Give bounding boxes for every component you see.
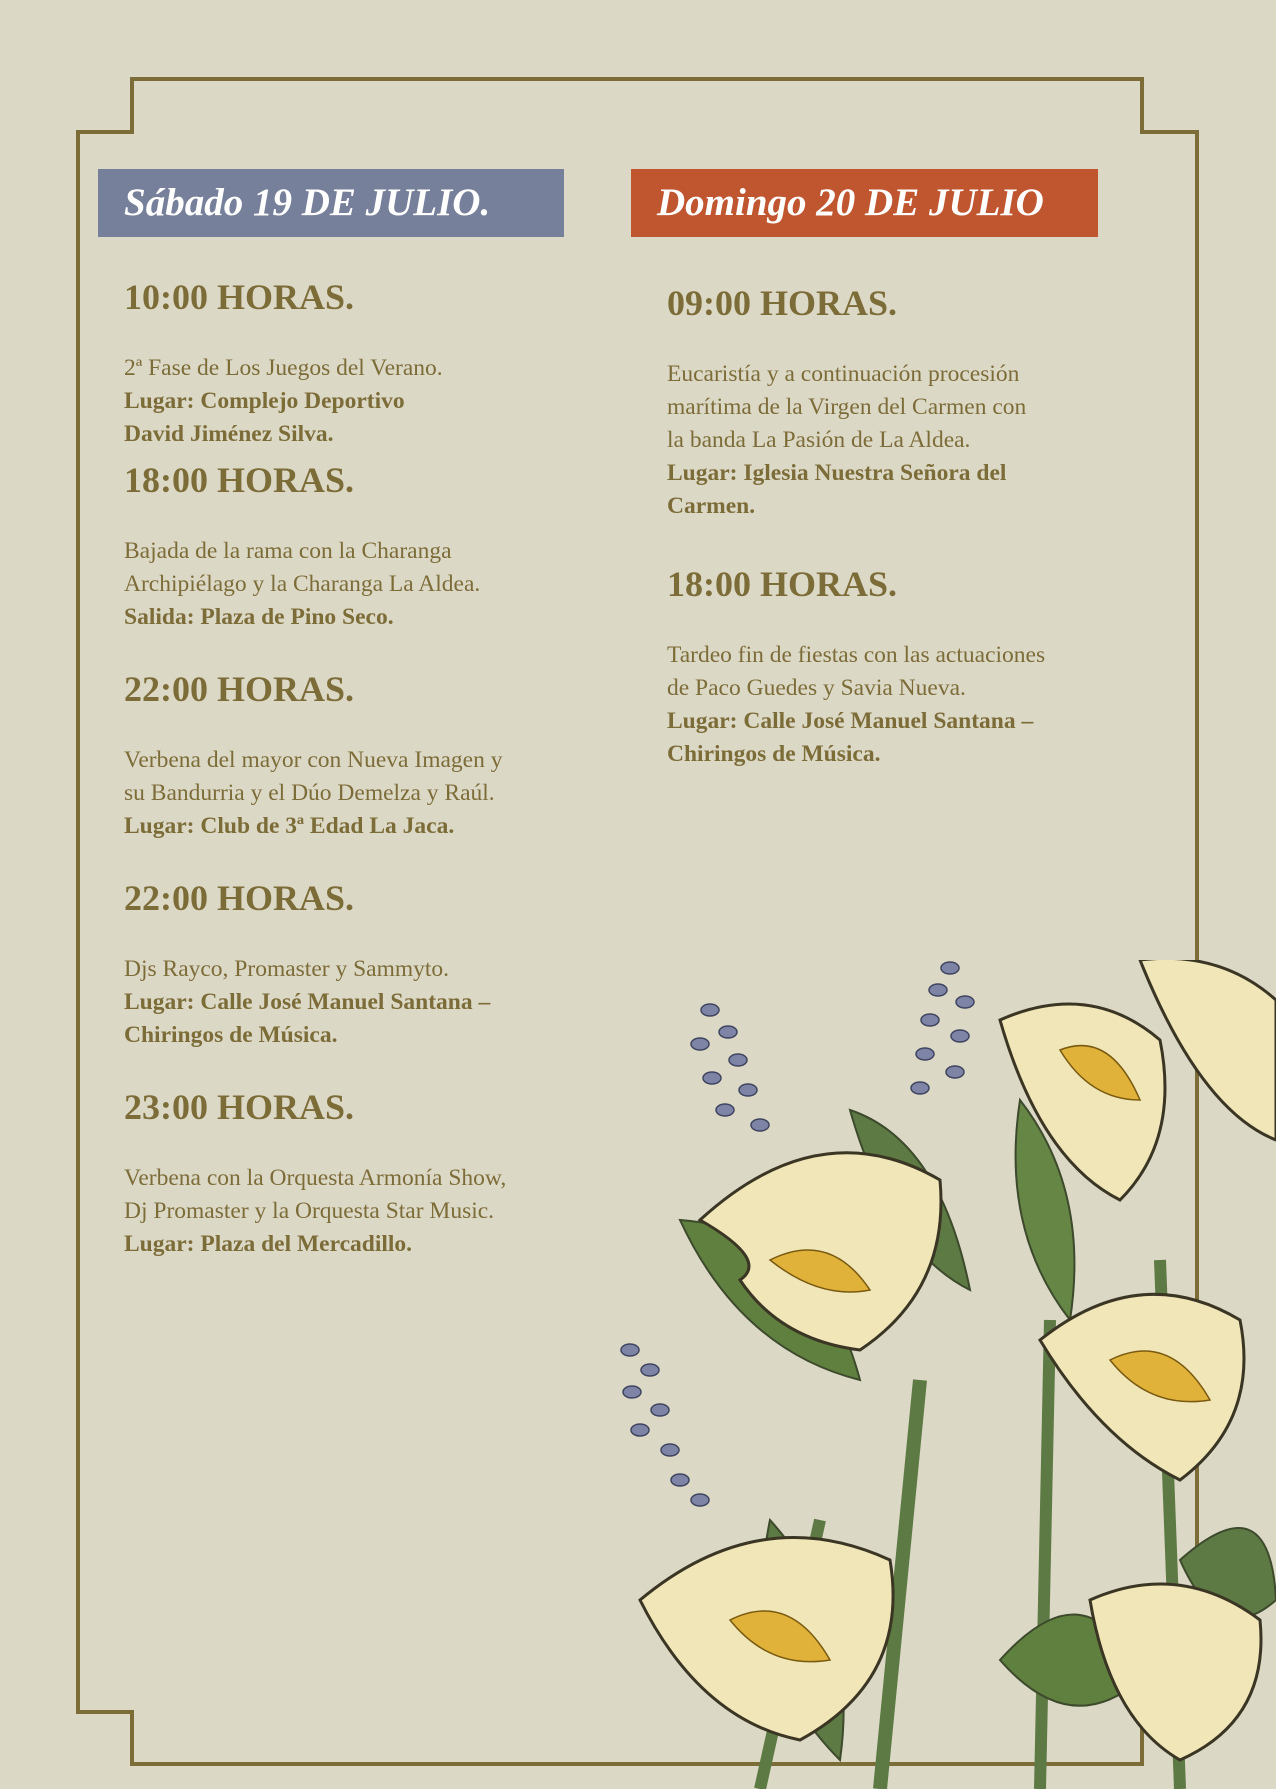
event-location: Lugar: Iglesia Nuestra Señora del <box>667 460 1007 486</box>
event-time: 18:00 HORAS. <box>124 460 355 500</box>
calla-lily-illustration <box>620 960 1276 1789</box>
event-time: 22:00 HORAS. <box>124 669 355 709</box>
event-location: Salida: Plaza de Pino Seco. <box>124 604 394 630</box>
event-description: Bajada de la rama con la Charanga <box>124 538 452 564</box>
schedule-event <box>667 563 1137 771</box>
event-time: 09:00 HORAS. <box>667 283 898 323</box>
event-location: Carmen. <box>667 493 756 519</box>
event-location: Chiringos de Música. <box>124 1022 338 1048</box>
event-description: Eucaristía y a continuación procesión <box>667 361 1020 387</box>
event-location: Lugar: Complejo Deportivo <box>124 388 405 414</box>
event-time: 22:00 HORAS. <box>124 878 355 918</box>
event-location: Lugar: Plaza del Mercadillo. <box>124 1231 413 1257</box>
schedule-event <box>124 1086 594 1261</box>
event-description: Tardeo fin de fiestas con las actuaciones <box>667 642 1046 668</box>
event-location: David Jiménez Silva. <box>124 421 334 447</box>
saturday-header: Sábado 19 DE JULIO. <box>98 169 564 237</box>
event-time: 23:00 HORAS. <box>124 1087 355 1127</box>
sunday-schedule <box>667 282 1137 805</box>
event-location: Chiringos de Música. <box>667 741 881 767</box>
event-description: la banda La Pasión de La Aldea. <box>667 427 971 453</box>
event-description: su Bandurria y el Dúo Demelza y Raúl. <box>124 780 495 806</box>
schedule-event <box>124 668 594 843</box>
saturday-schedule <box>124 276 594 1295</box>
event-time: 10:00 HORAS. <box>124 277 355 317</box>
event-description: Archipiélago y la Charanga La Aldea. <box>124 571 481 597</box>
schedule-event <box>124 877 594 1052</box>
schedule-event <box>124 459 594 634</box>
event-description: marítima de la Virgen del Carmen con <box>667 394 1027 420</box>
event-description: 2ª Fase de Los Juegos del Verano. <box>124 355 443 381</box>
event-location: Lugar: Calle José Manuel Santana – <box>124 989 491 1015</box>
event-location: Lugar: Club de 3ª Edad La Jaca. <box>124 813 455 839</box>
event-time: 18:00 HORAS. <box>667 564 898 604</box>
event-description: de Paco Guedes y Savia Nueva. <box>667 675 966 701</box>
event-description: Djs Rayco, Promaster y Sammyto. <box>124 956 450 982</box>
event-description: Verbena del mayor con Nueva Imagen y <box>124 747 503 773</box>
event-location: Lugar: Calle José Manuel Santana – <box>667 708 1034 734</box>
sunday-header: Domingo 20 DE JULIO <box>631 169 1098 237</box>
event-description: Verbena con la Orquesta Armonía Show, <box>124 1165 507 1191</box>
event-description: Dj Promaster y la Orquesta Star Music. <box>124 1198 495 1224</box>
schedule-event <box>667 282 1137 523</box>
schedule-event <box>124 276 594 451</box>
